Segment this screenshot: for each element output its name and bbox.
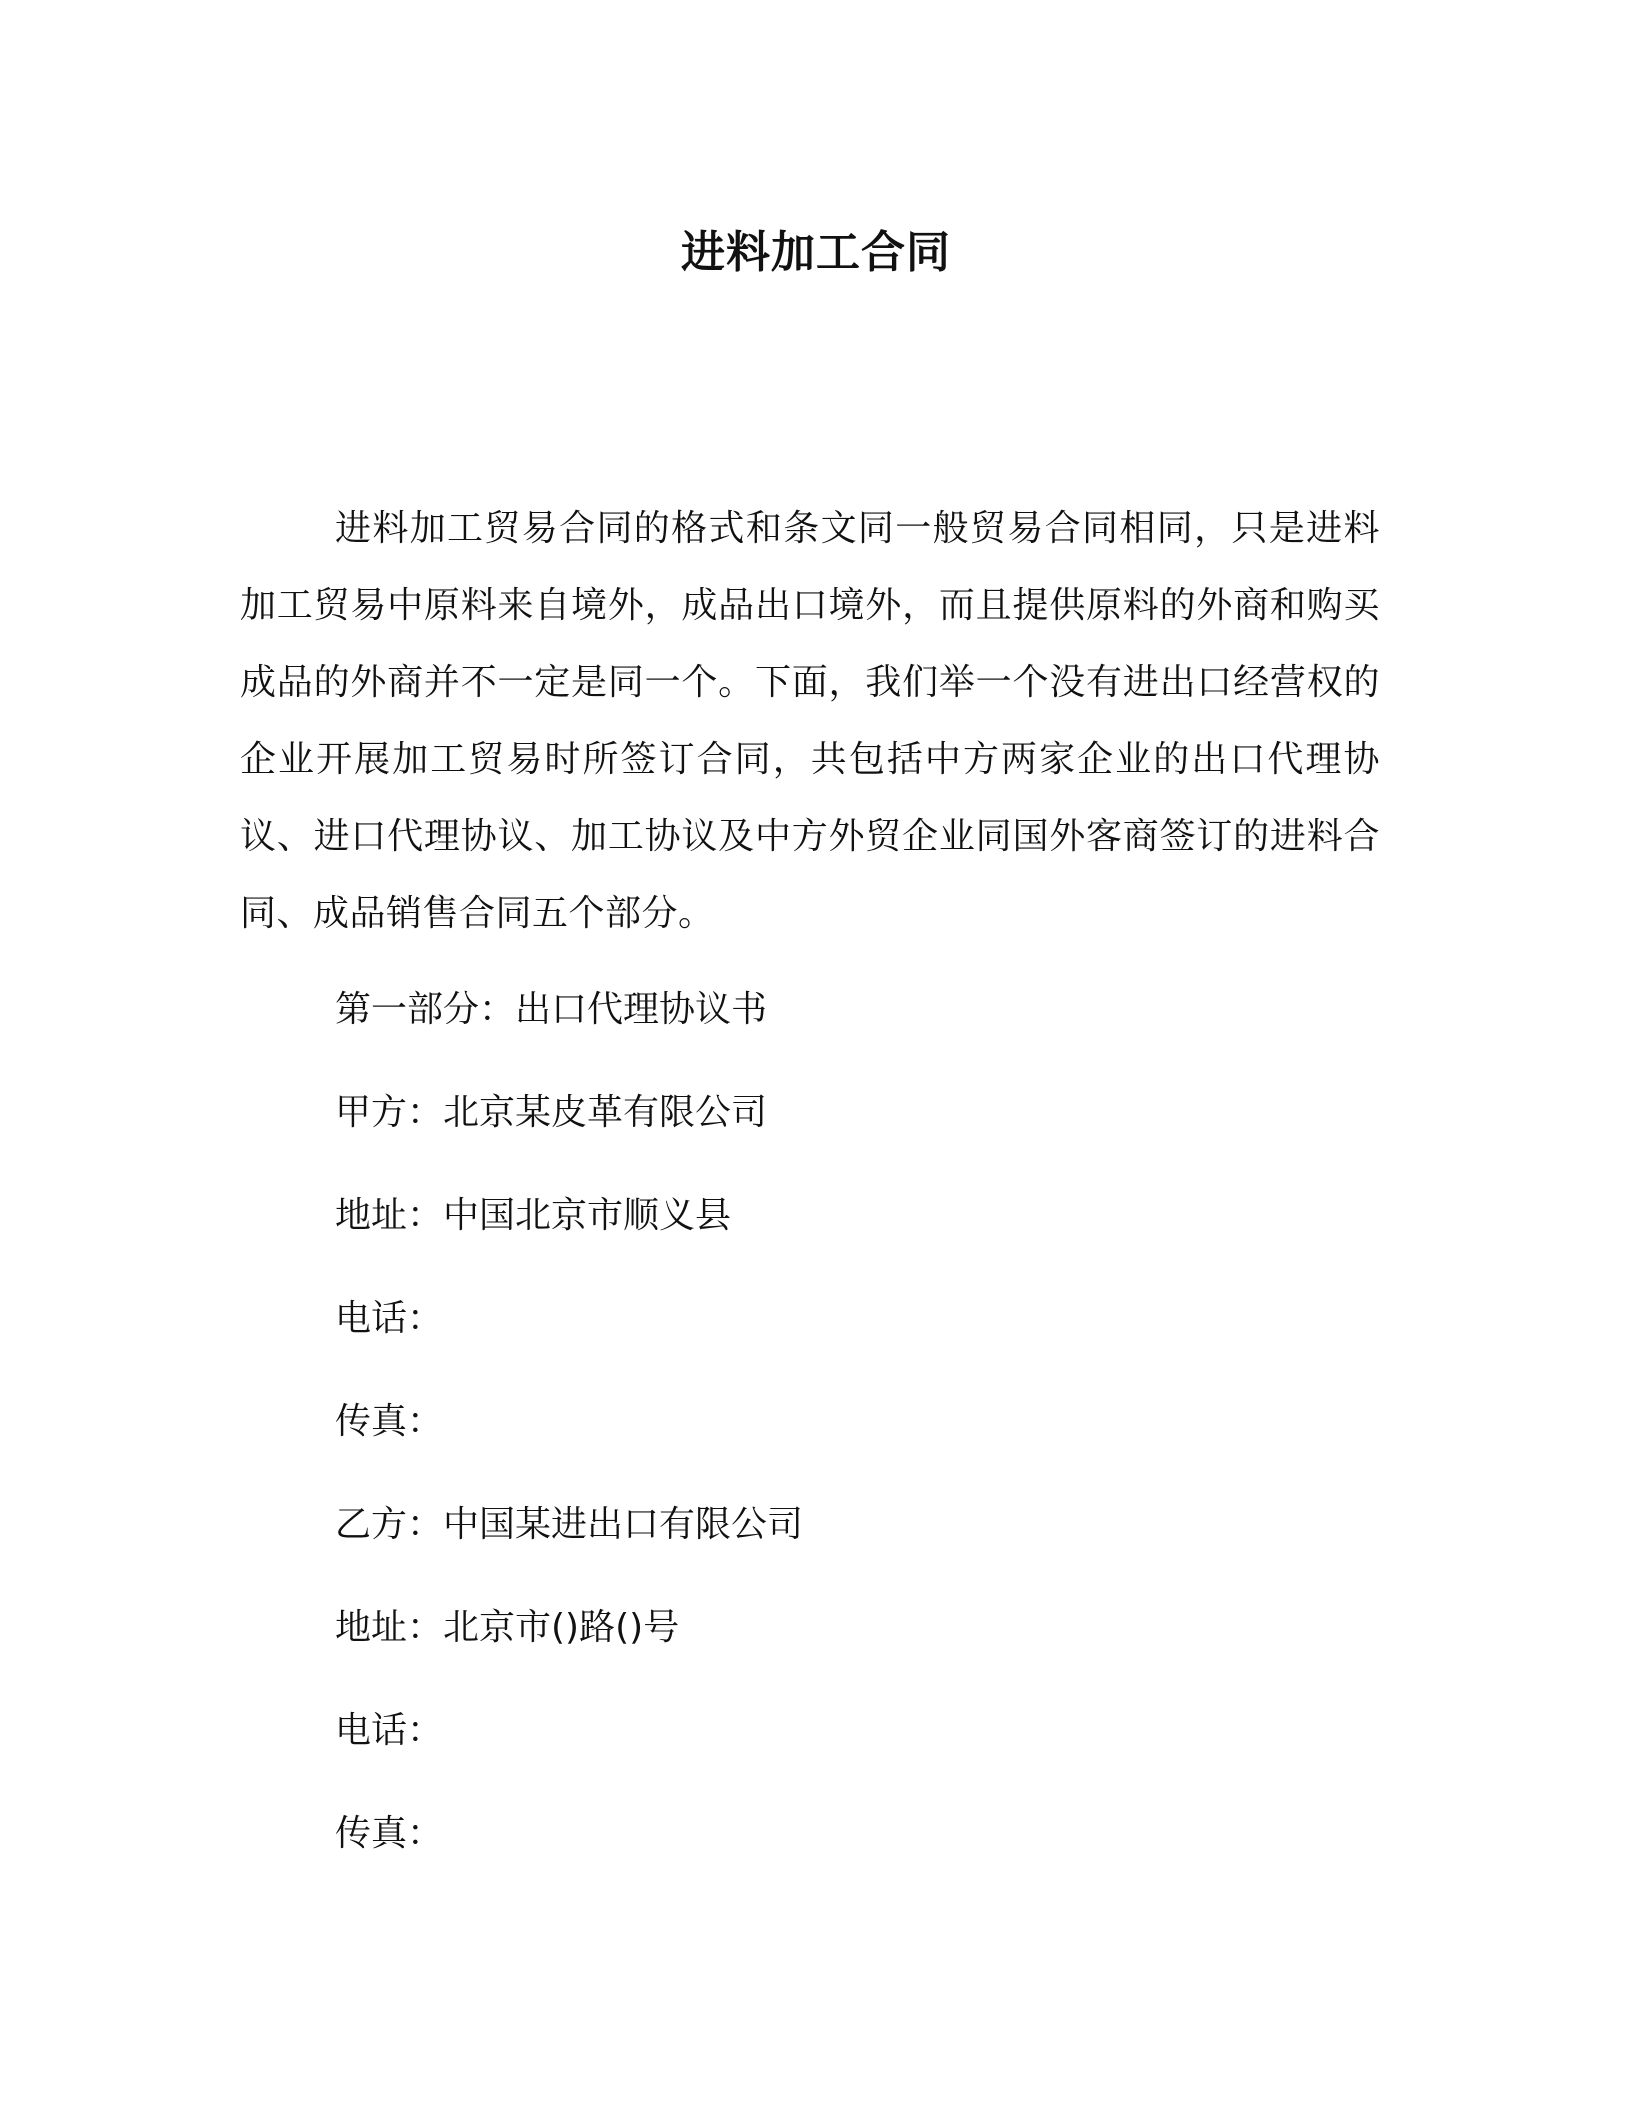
party-b-address-line bbox=[335, 1603, 679, 1653]
intro-paragraph: 进料加工贸易合同的格式和条文同一般贸易合同相同，只是进料加工贸易中原料来自境外，成品出口境外，而且提供原料的外商和购买成品的外商并不一定是同一个。下面，我们举一个没有进出口经营权的企业开展加工贸易时所签订合同，共包括中方两家企业的出口代理协议、进口代理协议、加工协议及中方外贸企业同国外客商签订的进料合同、成品销售合同五个部分。 bbox=[240, 508, 1380, 934]
document-title: 进料加工合同 bbox=[681, 227, 951, 278]
party-a-name-line bbox=[335, 1088, 767, 1138]
party-b-phone-line bbox=[335, 1706, 443, 1756]
party-b-address: 北京市()路()号 bbox=[443, 1607, 680, 1648]
party-b-address-label: 地址： bbox=[335, 1607, 444, 1648]
party-a-fax-label: 传真： bbox=[335, 1401, 444, 1442]
party-a-name: 北京某皮革有限公司 bbox=[443, 1092, 768, 1133]
party-b-fax-label: 传真： bbox=[335, 1813, 444, 1854]
party-a-phone-label: 电话： bbox=[335, 1298, 444, 1339]
party-a-fax-line bbox=[335, 1397, 443, 1447]
section-heading: 第一部分：出口代理协议书 bbox=[335, 989, 768, 1030]
party-b-fax-line bbox=[335, 1809, 443, 1859]
party-a-address-line bbox=[335, 1191, 731, 1241]
party-a-phone-line bbox=[335, 1294, 443, 1344]
party-a-address: 中国北京市顺义县 bbox=[443, 1195, 732, 1236]
party-a-address-label: 地址： bbox=[335, 1195, 444, 1236]
party-b-phone-label: 电话： bbox=[335, 1710, 444, 1751]
party-b-name: 中国某进出口有限公司 bbox=[443, 1504, 804, 1545]
party-b-name-label: 乙方： bbox=[335, 1504, 444, 1545]
party-a-name-label: 甲方： bbox=[335, 1092, 444, 1133]
party-b-name-line bbox=[335, 1500, 803, 1550]
